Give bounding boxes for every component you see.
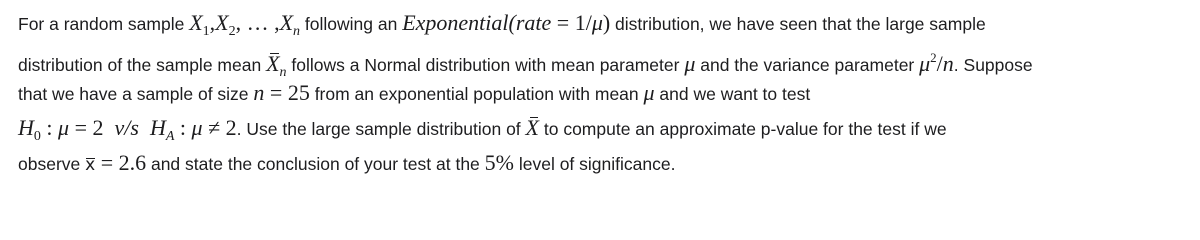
math-percent: 5%	[484, 150, 514, 175]
math-equals: = 1/	[551, 10, 592, 35]
text: follows a Normal distribution with mean parameter	[286, 55, 685, 75]
math-h0: H	[18, 115, 34, 140]
math-mu: μ	[684, 51, 696, 76]
problem-line-4	[18, 113, 1188, 148]
text: For a random sample	[18, 14, 190, 34]
problem-line-2	[18, 43, 1188, 78]
text: and we want to test	[654, 84, 811, 104]
math-subscript: 2	[228, 24, 236, 39]
math-equals: = 2	[69, 115, 104, 140]
text: following an	[300, 14, 403, 34]
math-n: n	[942, 51, 954, 76]
math-superscript: 2	[930, 50, 937, 65]
math-mu: μ	[591, 10, 603, 35]
math-comma: ,	[209, 10, 216, 35]
math-subscript: n	[279, 65, 287, 80]
math-distribution: Exponential(rate	[402, 10, 552, 35]
problem-line-3	[18, 78, 1188, 113]
text: distribution of the sample mean	[18, 55, 267, 75]
math-not-equal: ≠ 2	[202, 115, 237, 140]
math-ellipsis: , … ,	[235, 10, 280, 35]
problem-line-5	[18, 148, 1188, 183]
math-equals: = 2.6	[95, 150, 147, 175]
math-ha: H	[149, 115, 166, 140]
text: and state the conclusion of your test at the	[146, 154, 485, 174]
math-subscript: A	[165, 129, 175, 144]
problem-line-1	[18, 8, 1188, 43]
math-mu: μ	[191, 115, 203, 140]
text: level of significance.	[513, 154, 676, 174]
math-colon: :	[40, 115, 59, 140]
text: and the variance parameter	[695, 55, 920, 75]
math-x-bar-observed: x	[85, 150, 95, 180]
math-subscript: 1	[202, 24, 210, 39]
math-subscript: n	[293, 24, 301, 39]
text: that we have a sample of size	[18, 84, 254, 104]
math-mu: μ	[58, 115, 70, 140]
text: . Use the large sample distribution of	[236, 119, 526, 139]
math-mu: μ	[643, 80, 655, 105]
math-x-bar: X	[266, 49, 279, 79]
problem-statement	[18, 8, 1188, 183]
math-equals: = 25	[264, 80, 310, 105]
math-x: X	[215, 10, 229, 35]
text: from an exponential population with mean	[309, 84, 644, 104]
math-vs: v/s	[103, 115, 150, 140]
math-n: n	[253, 80, 265, 105]
math-x: X	[189, 10, 203, 35]
text: to compute an approximate p-value for the test if we	[539, 119, 947, 139]
math-slash: /	[936, 51, 943, 76]
math-mu: μ	[919, 51, 931, 76]
text: . Suppose	[953, 55, 1033, 75]
text: distribution, we have seen that the large sample	[610, 14, 986, 34]
math-x-bar: X	[526, 113, 539, 143]
text: observe	[18, 154, 86, 174]
math-x: X	[279, 10, 294, 35]
math-paren: )	[602, 10, 611, 35]
math-subscript: 0	[33, 129, 41, 144]
math-colon: :	[174, 115, 192, 140]
